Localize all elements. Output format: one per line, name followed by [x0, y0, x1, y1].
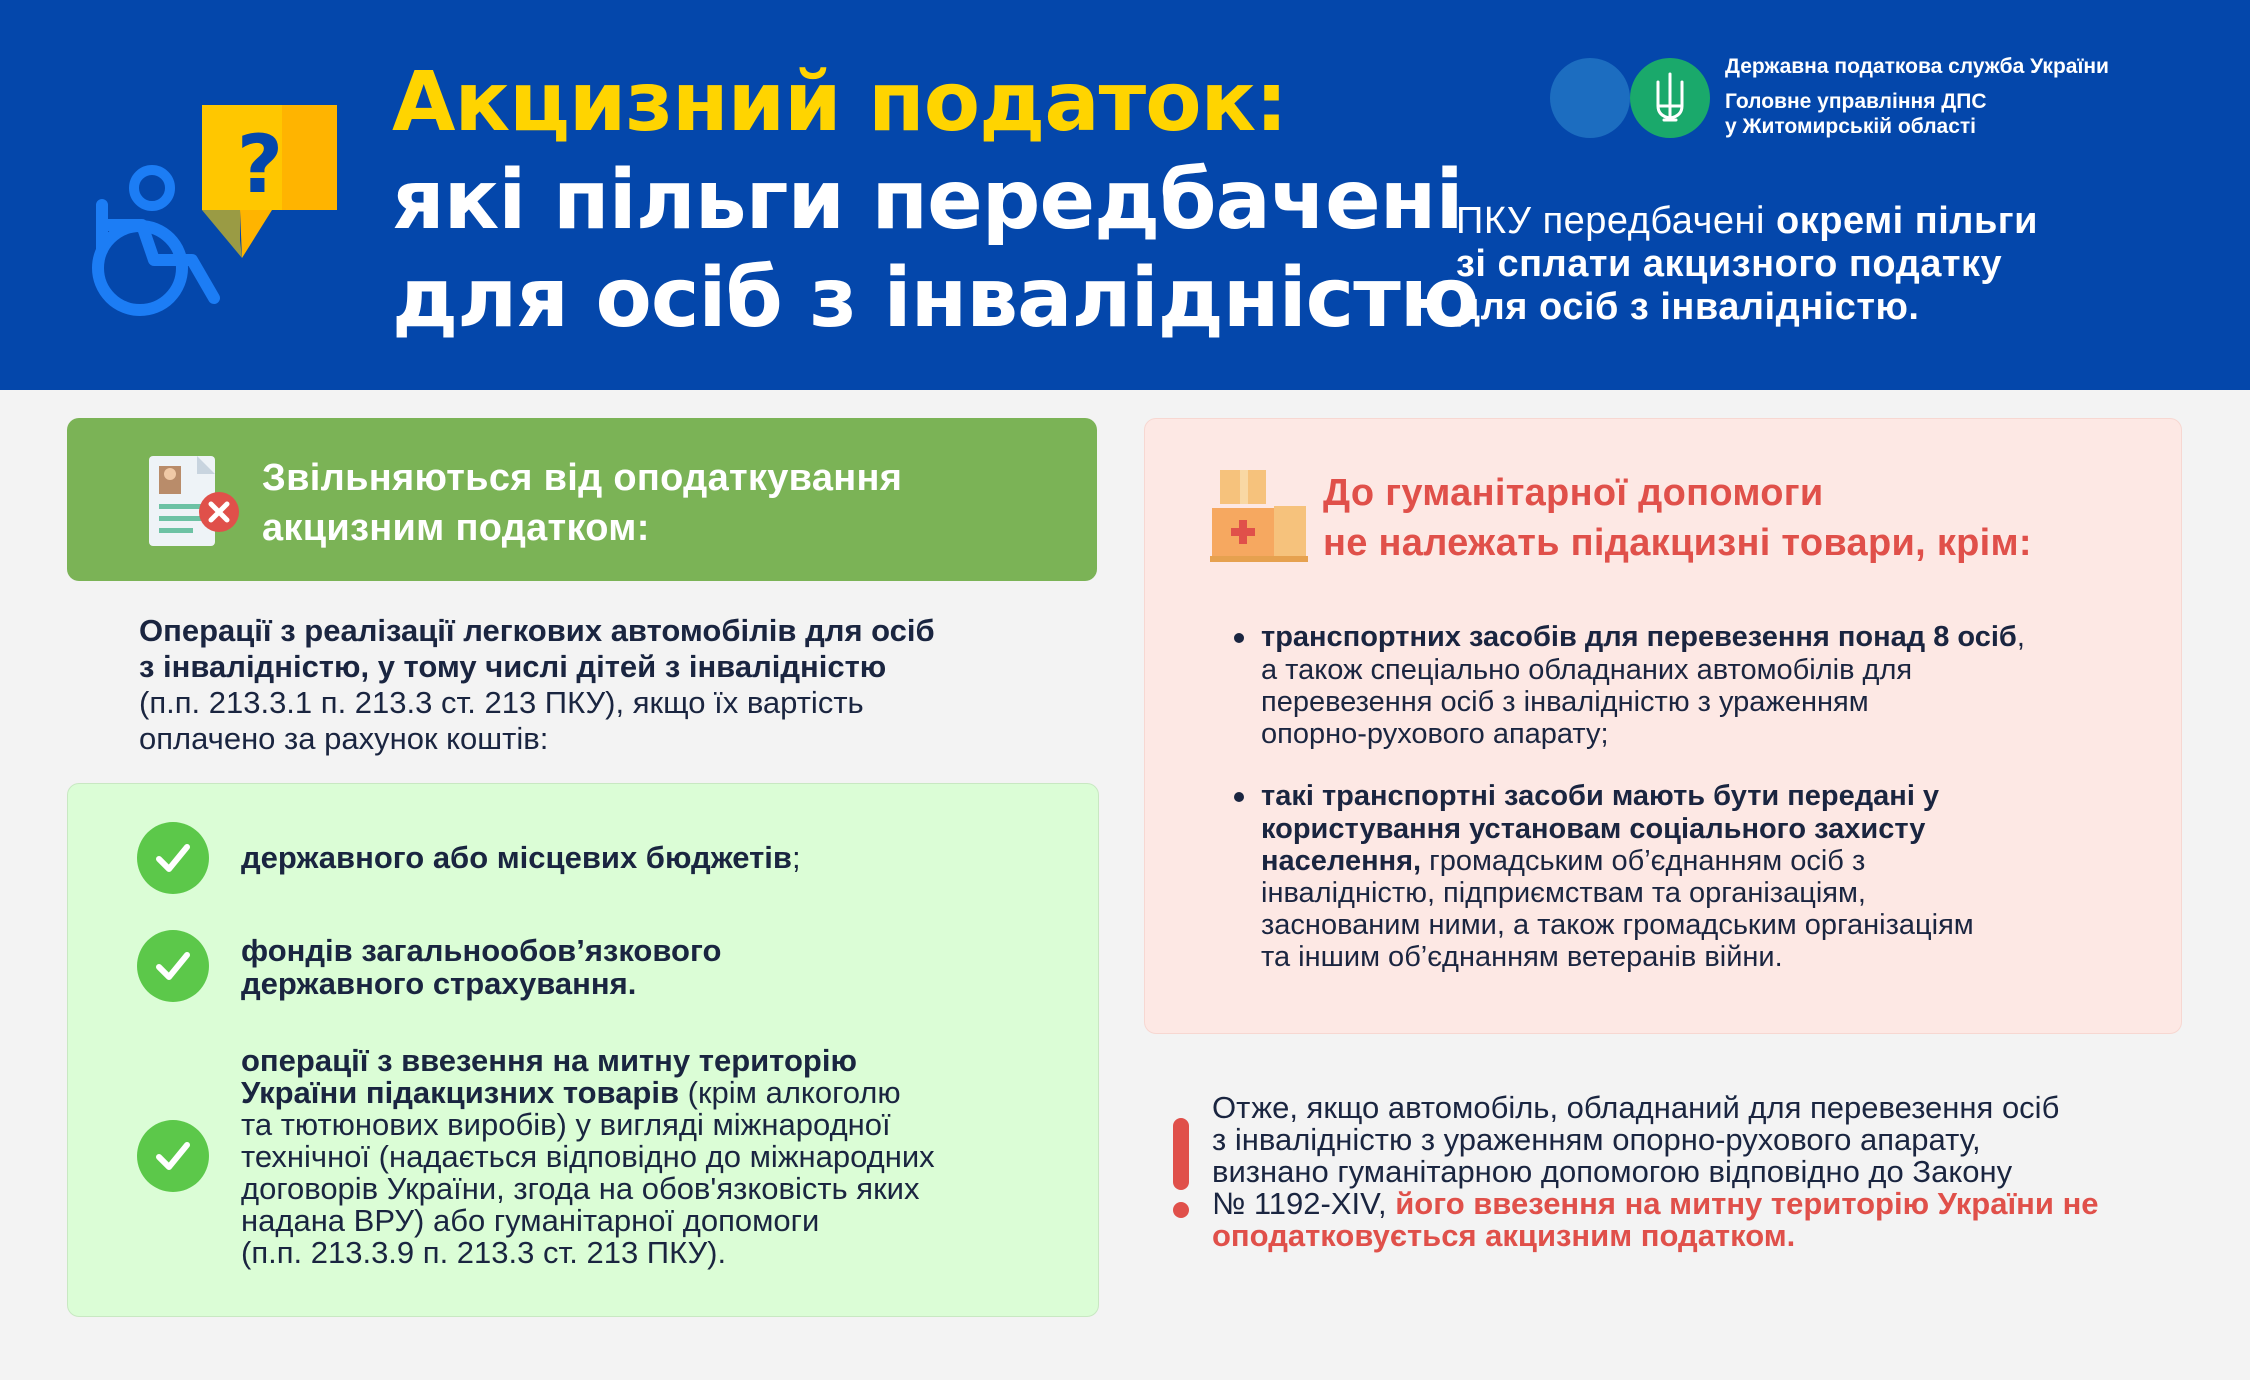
aid-bullet-2-line-2: користування установам соціального захисту: [1261, 813, 1926, 845]
subtitle-line-3: для осіб з інвалідністю.: [1456, 286, 1920, 328]
subtitle-line-2: зі сплати акцизного податку: [1456, 243, 2003, 285]
aid-bullet-1-line-2: а також спеціально обладнаних автомобілів для: [1261, 654, 1913, 686]
exclamation-icon: [1173, 1118, 1189, 1190]
check-icon: [137, 822, 209, 894]
funding-item-1: державного або місцевих бюджетів;: [241, 840, 801, 875]
funding-item-3-line-2: України підакцизних товарів (крім алкоголю: [241, 1075, 901, 1110]
exemption-heading-line-1: Звільняються від оподаткування: [262, 457, 903, 499]
wheelchair-question-icon: [82, 100, 352, 320]
trident-logo-icon: [1630, 58, 1710, 138]
intro-line-1: Операції з реалізації легкових автомобілів для осіб: [139, 613, 935, 648]
intro-line-2: з інвалідністю, у тому числі дітей з інвалідністю: [139, 649, 887, 684]
svg-text:?: ?: [236, 118, 284, 211]
aid-bullet-2-line-5: заснованим ними, а також громадським організаціям: [1261, 909, 1974, 941]
funding-item-2-line-1: фондів загальнообов’язкового: [241, 933, 722, 968]
aid-bullet-2-line-1: такі транспортні засоби мають бути передані у: [1261, 780, 1940, 812]
bullet-dot: [1234, 633, 1244, 643]
funding-item-3-line-7: (п.п. 213.3.9 п. 213.3 ст. 213 ПКУ).: [241, 1235, 727, 1270]
aid-heading-line-1: До гуманітарної допомоги: [1323, 472, 1824, 514]
aid-bullet-1-line-3: перевезення осіб з інвалідністю з ураженням: [1261, 686, 1869, 718]
org-unit-line-2: у Житомирській області: [1725, 115, 1977, 138]
aid-boxes-icon: [1210, 466, 1310, 566]
subtitle-line-1: ПКУ передбачені окремі пільги: [1456, 200, 2038, 242]
aid-bullet-1-line-1: транспортних засобів для перевезення понад 8 осіб,: [1261, 621, 2025, 653]
intro-line-3: (п.п. 213.3.1 п. 213.3 ст. 213 ПКУ), якщо їх вартість: [139, 685, 864, 720]
check-icon: [137, 1120, 209, 1192]
aid-bullet-2-line-3: населення, громадським об’єднанням осіб з: [1261, 845, 1866, 877]
intro-line-4: оплачено за рахунок коштів:: [139, 721, 549, 756]
conclusion-line-4: № 1192-XIV, його ввезення на митну територію України не: [1212, 1186, 2099, 1221]
exclamation-dot: [1173, 1202, 1189, 1218]
funding-item-3-line-6: надана ВРУ) або гуманітарної допомоги: [241, 1203, 820, 1238]
conclusion-line-5: оподатковується акцизним податком.: [1212, 1218, 1796, 1253]
document-cancel-icon: [145, 452, 245, 552]
conclusion-line-1: Отже, якщо автомобіль, обладнаний для перевезення осіб: [1212, 1090, 2060, 1125]
title-line-1: Акцизний податок:: [392, 55, 1287, 150]
header-banner: [0, 0, 2250, 390]
bullet-dot: [1234, 792, 1244, 802]
conclusion-line-3: визнано гуманітарною допомогою відповідно до Закону: [1212, 1154, 2013, 1189]
exemption-heading-line-2: акцизним податком:: [262, 507, 650, 549]
funding-item-2-line-2: державного страхування.: [241, 966, 637, 1001]
funding-item-3-line-3: та тютюнових виробів) у вигляді міжнародної: [241, 1107, 891, 1142]
title-line-2: які пільги передбачені: [392, 153, 1463, 248]
funding-item-3-line-5: договорів України, згода на обов'язковість яких: [241, 1171, 920, 1206]
aid-bullet-2-line-6: та іншим об’єднанням ветеранів війни.: [1261, 941, 1783, 973]
aid-bullet-2-line-4: інвалідністю, підприємствам та організаціям,: [1261, 877, 1866, 909]
funding-item-3-line-1: операції з ввезення на митну територію: [241, 1043, 857, 1078]
org-name: Державна податкова служба України: [1725, 55, 2109, 78]
funding-item-3-line-4: технічної (надається відповідно до міжнародних: [241, 1139, 935, 1174]
check-icon: [137, 930, 209, 1002]
aid-bullet-1-line-4: опорно-рухового апарату;: [1261, 718, 1609, 750]
conclusion-line-2: з інвалідністю з ураженням опорно-рухового апарату,: [1212, 1122, 1981, 1157]
aid-heading-line-2: не належать підакцизні товари, крім:: [1323, 522, 2032, 564]
title-line-3: для осіб з інвалідністю: [392, 251, 1479, 346]
logo-circle-blue: [1550, 58, 1630, 138]
org-unit-line-1: Головне управління ДПС: [1725, 90, 1987, 113]
